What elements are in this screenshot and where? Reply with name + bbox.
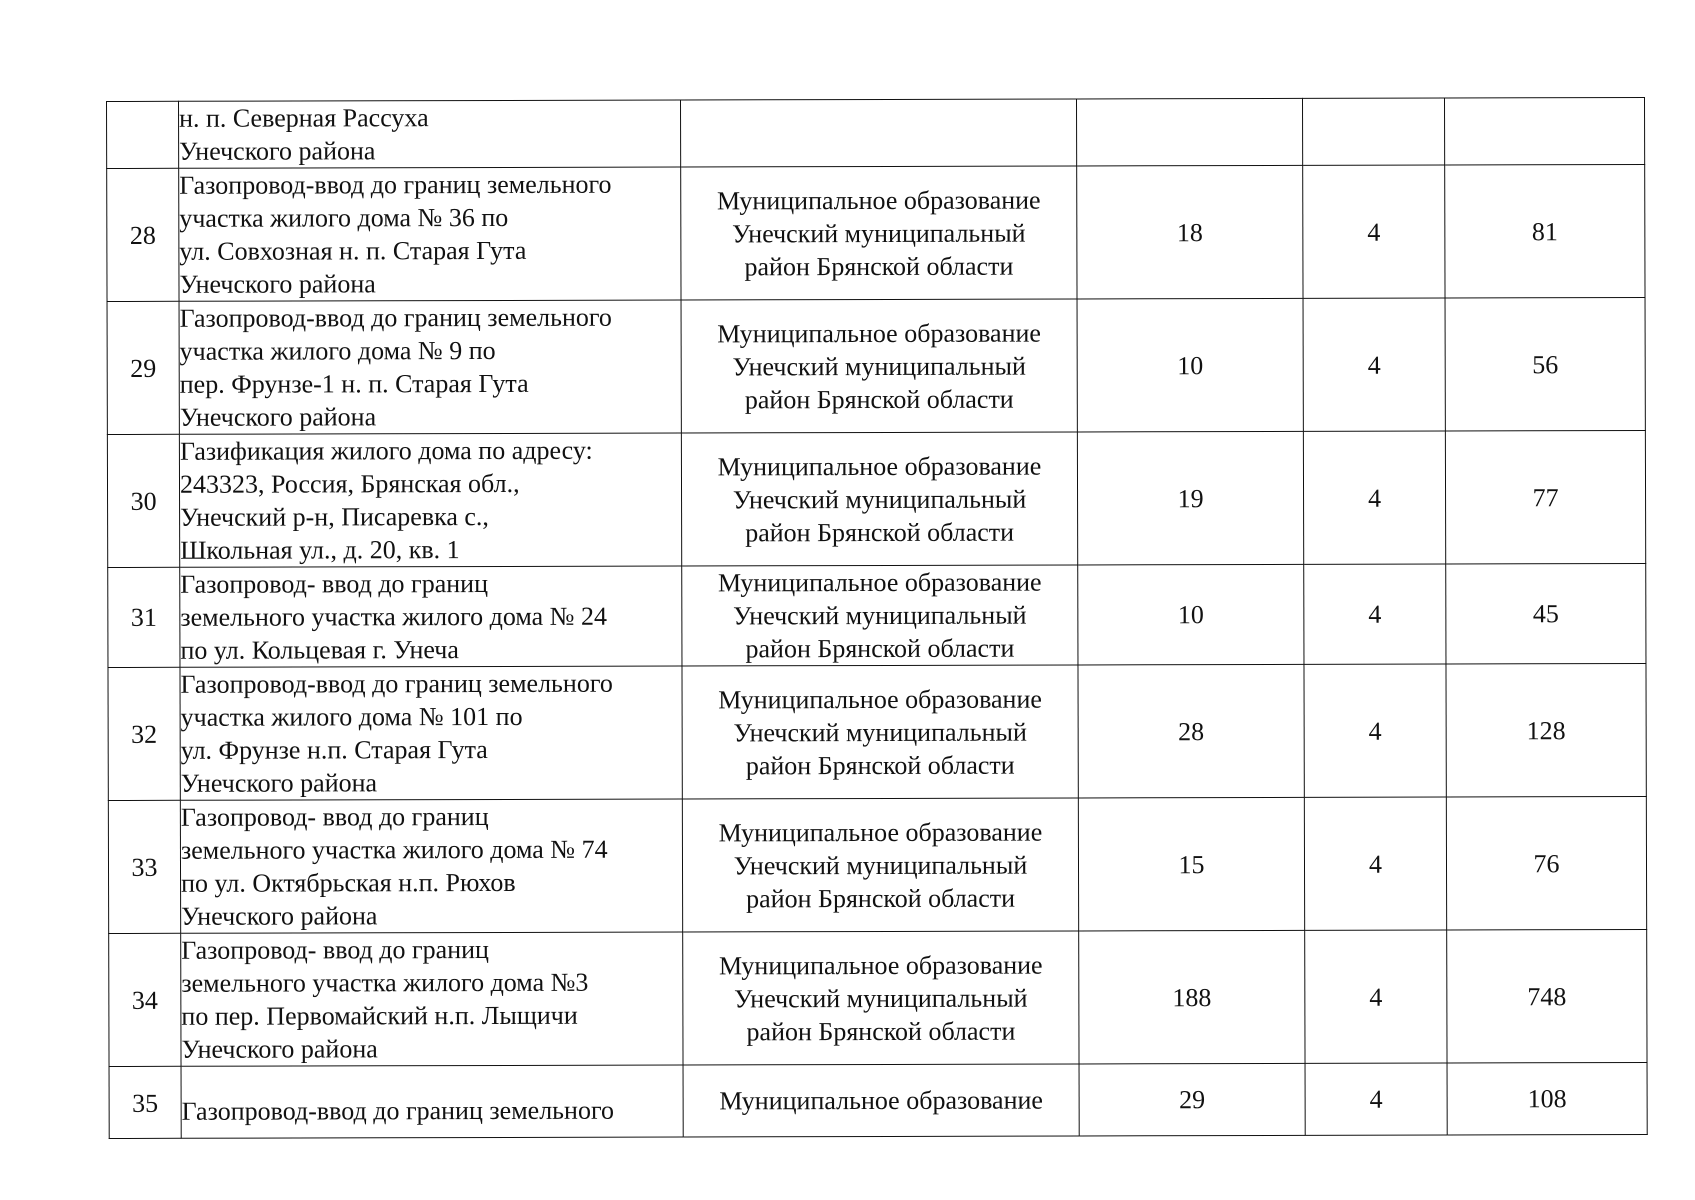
row-number-cell: 28 — [107, 168, 179, 301]
owner-cell — [681, 166, 1077, 300]
pressure-cell: 4 — [1303, 298, 1445, 431]
owner-cell — [682, 565, 1078, 666]
owner-cell — [681, 299, 1077, 433]
owner-line: Унечский муниципальный — [733, 600, 1027, 631]
volume-cell: 748 — [1447, 929, 1647, 1063]
owner-line: район Брянской области — [745, 750, 1015, 780]
volume-cell: 81 — [1445, 164, 1645, 298]
owner-line: Муниципальное образование — [716, 185, 1041, 215]
object-name-line: по пер. Первомайский н.п. Лыщичи — [181, 1000, 578, 1031]
object-name-line: участка жилого дома № 101 по — [180, 701, 523, 732]
object-name-cell — [181, 932, 683, 1066]
owner-cell — [682, 798, 1078, 932]
pressure-cell: 4 — [1303, 431, 1445, 564]
volume-cell: 45 — [1446, 563, 1646, 664]
owner-line: Муниципальное образование — [717, 318, 1041, 348]
length-cell: 188 — [1079, 930, 1305, 1064]
volume-cell: 76 — [1446, 796, 1646, 930]
object-name-line: Унечский р-н, Писаревка с., — [180, 501, 489, 532]
owner-line: район Брянской области — [744, 384, 1014, 414]
table-row — [107, 430, 1645, 567]
object-name-line: по ул. Кольцевая г. Унеча — [180, 635, 459, 665]
object-name-line: Унечского района — [181, 1034, 378, 1064]
object-name-line: Унечского района — [179, 402, 377, 432]
table-row — [108, 563, 1646, 667]
owner-line: район Брянской области — [746, 1016, 1016, 1046]
table-body — [107, 97, 1648, 1138]
object-name-line: Газопровод-ввод до границ земельного — [181, 1095, 614, 1126]
volume-cell: 77 — [1445, 430, 1645, 564]
owner-line: район Брянской области — [745, 517, 1015, 547]
owner-line: Унечский муниципальный — [732, 218, 1026, 248]
object-name-line: Газопровод- ввод до границ — [181, 935, 489, 965]
pressure-cell: 4 — [1305, 1063, 1447, 1135]
length-cell: 10 — [1077, 298, 1303, 432]
row-number-cell: 30 — [107, 434, 179, 567]
object-name-line: Унечского района — [181, 901, 378, 931]
owner-line: Унечский муниципальный — [734, 983, 1028, 1013]
object-name-line: 243323, Россия, Брянская обл., — [179, 468, 520, 499]
volume-cell: 56 — [1445, 297, 1645, 431]
length-cell — [1076, 98, 1302, 166]
pressure-cell: 4 — [1304, 564, 1446, 664]
owner-line: Муниципальное образование — [719, 1085, 1043, 1116]
object-name-cell — [179, 167, 681, 301]
pressure-cell: 4 — [1305, 930, 1447, 1063]
length-cell: 15 — [1078, 797, 1304, 931]
object-name-line: Газопровод-ввод до границ земельного — [179, 302, 612, 333]
object-name-cell — [181, 1065, 683, 1138]
volume-cell — [1444, 97, 1644, 165]
row-number-cell: 29 — [107, 301, 179, 434]
owner-line: Унечский муниципальный — [732, 351, 1026, 381]
owner-line: Унечский муниципальный — [732, 484, 1027, 514]
row-number-cell: 32 — [108, 667, 180, 800]
object-name-cell — [179, 300, 681, 434]
length-cell: 19 — [1077, 431, 1303, 565]
row-number-cell: 31 — [108, 567, 180, 667]
table-row — [109, 1062, 1647, 1138]
object-name-line: участка жилого дома № 9 по — [179, 335, 496, 366]
object-name-cell — [179, 433, 681, 567]
row-number-cell: 35 — [109, 1066, 181, 1138]
volume-cell: 108 — [1447, 1062, 1647, 1135]
owner-cell — [680, 99, 1076, 167]
owner-line: район Брянской области — [744, 251, 1014, 281]
object-name-line: по ул. Октябрьская н.п. Рюхов — [181, 867, 516, 898]
object-name-line: Унечского района — [179, 136, 376, 166]
row-number-cell: 33 — [108, 800, 180, 933]
table-row — [107, 297, 1645, 434]
object-name-line: Школьная ул., д. 20, кв. 1 — [180, 535, 460, 565]
owner-cell — [683, 1064, 1079, 1137]
object-name-line: пер. Фрунзе-1 н. п. Старая Гута — [179, 368, 529, 399]
owner-line: Муниципальное образование — [718, 684, 1042, 714]
row-number-cell: 34 — [109, 933, 181, 1066]
owner-line: Муниципальное образование — [717, 451, 1042, 481]
object-name-line: Газификация жилого дома по адресу: — [179, 435, 593, 466]
table-row-continuation — [107, 97, 1645, 168]
owner-cell — [681, 432, 1077, 566]
object-name-line: земельного участка жилого дома № 74 — [180, 834, 608, 865]
owner-cell — [682, 665, 1078, 799]
object-name-line: участка жилого дома № 36 по — [179, 202, 509, 233]
object-name-line: Газопровод- ввод до границ — [180, 802, 489, 832]
object-name-line: н. п. Северная Рассуха — [179, 103, 429, 133]
object-name-line: ул. Совхозная н. п. Старая Гута — [179, 235, 527, 266]
owner-line: район Брянской области — [746, 883, 1016, 913]
object-name-line: Газопровод-ввод до границ земельного — [179, 169, 612, 200]
volume-cell: 128 — [1446, 663, 1646, 797]
pressure-cell: 4 — [1304, 664, 1446, 797]
object-name-line: Унечского района — [180, 768, 378, 798]
owner-line: Муниципальное образование — [717, 567, 1042, 598]
owner-cell — [683, 931, 1079, 1065]
object-name-line: Газопровод-ввод до границ земельного — [180, 668, 613, 699]
gas-pipeline-table — [106, 97, 1648, 1139]
pressure-cell: 4 — [1304, 797, 1446, 930]
object-name-line: земельного участка жилого дома №3 — [181, 967, 589, 998]
pressure-cell — [1302, 98, 1444, 165]
length-cell: 28 — [1078, 664, 1304, 798]
length-cell: 10 — [1078, 564, 1304, 665]
object-name-line: Унечского района — [179, 269, 376, 299]
object-name-line: ул. Фрунзе н.п. Старая Гута — [180, 735, 488, 765]
object-name-cell — [180, 666, 682, 800]
pressure-cell: 4 — [1303, 165, 1445, 298]
object-name-line: Газопровод- ввод до границ — [180, 569, 489, 599]
owner-line: район Брянской области — [745, 633, 1015, 664]
object-name-line: земельного участка жилого дома № 24 — [180, 601, 607, 632]
length-cell: 18 — [1077, 165, 1303, 299]
object-name-cell — [179, 100, 681, 168]
owner-line: Унечский муниципальный — [733, 717, 1027, 747]
table-row — [108, 796, 1646, 933]
table-row — [107, 164, 1645, 301]
table-row — [108, 663, 1646, 800]
object-name-cell — [180, 799, 682, 933]
owner-line: Муниципальное образование — [718, 817, 1043, 847]
table-row — [109, 929, 1647, 1066]
owner-line: Муниципальное образование — [718, 950, 1043, 980]
length-cell: 29 — [1079, 1063, 1305, 1136]
owner-line: Унечский муниципальный — [733, 850, 1028, 880]
object-name-cell — [180, 566, 682, 667]
row-number-cell — [107, 101, 179, 168]
